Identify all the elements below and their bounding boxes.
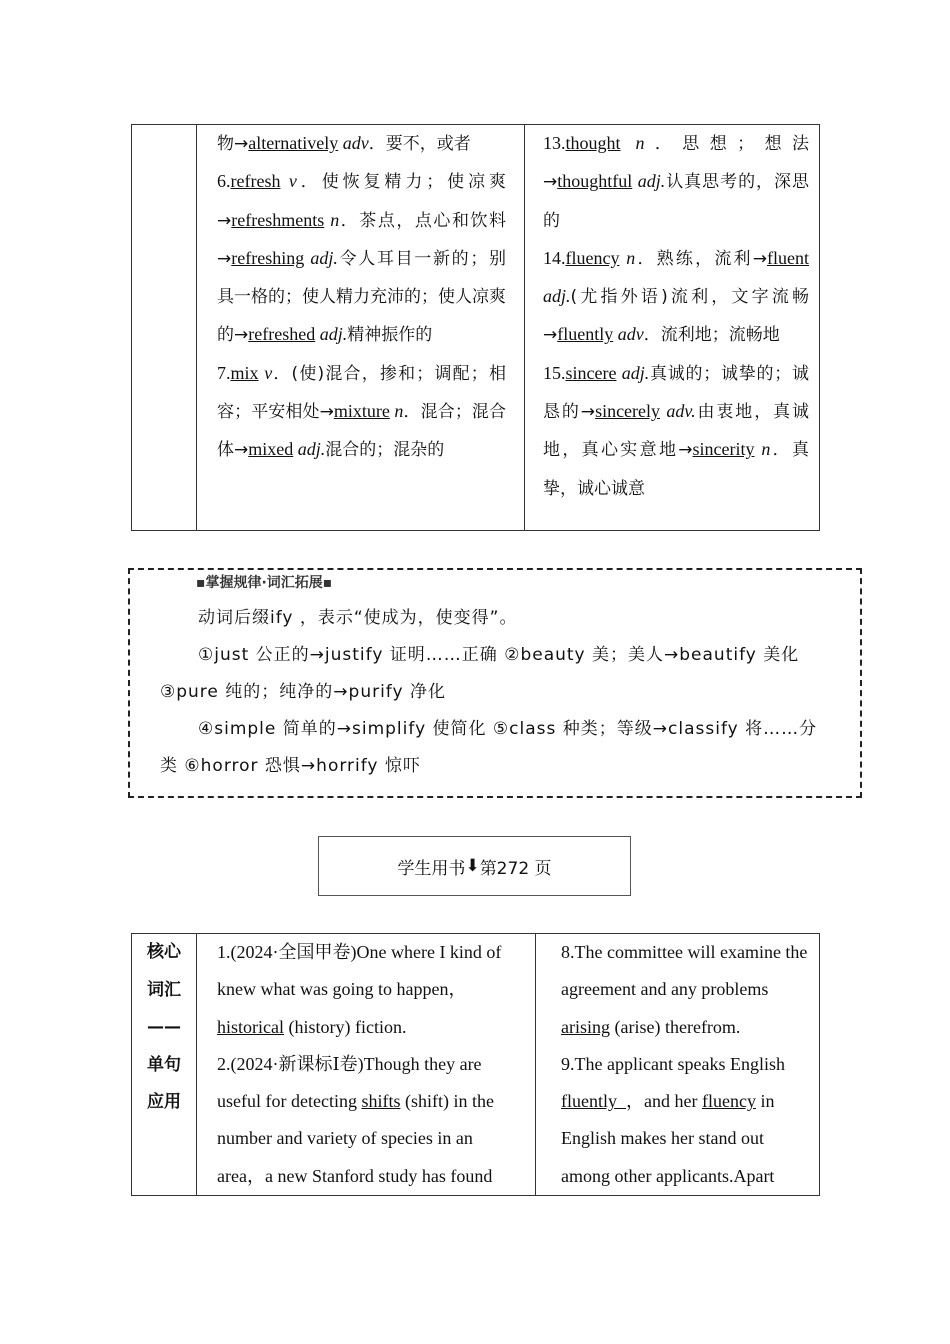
answer: arising <box>561 1016 610 1037</box>
answer: historical <box>217 1016 284 1037</box>
pos: adj. <box>543 286 571 307</box>
text: ．思想；想法→ <box>543 134 810 193</box>
word: fluent <box>767 247 810 268</box>
pos: v <box>280 171 297 192</box>
text: ．熟练，流利→ <box>635 248 768 269</box>
pos: adj. <box>304 247 338 268</box>
text: 2.(2024·新课标Ⅰ卷)Though they are useful for detecting <box>217 1053 482 1112</box>
word: sincere <box>565 362 617 383</box>
pos: adj. <box>616 362 650 383</box>
sentence-2 <box>217 1054 494 1186</box>
pos: v <box>258 362 273 383</box>
item-13 <box>543 133 809 230</box>
num: 13. <box>543 133 566 153</box>
text: in English makes her stand out among other applicants.Apart <box>561 1091 775 1186</box>
text: ．混合；混合体→ <box>217 402 507 461</box>
text: 真诚的；诚挚的；诚恳的→ <box>543 363 809 423</box>
text: 8.The committee will examine the agreement and any problems <box>561 942 808 1000</box>
word: sincerity <box>692 439 755 460</box>
word: refresh <box>230 171 281 192</box>
text: 令人耳目一新的；别具一格的；使人精力充沛的；使人凉爽的→ <box>217 248 506 346</box>
page-reference <box>318 836 631 896</box>
text: 认真思考的，深思的 <box>543 172 809 231</box>
word: thoughtful <box>557 171 633 192</box>
pos: n <box>389 401 404 422</box>
word: mix <box>230 362 259 383</box>
rule-line-4: ④simple 简单的→simplify 使简化 ⑤class 种类；等级→classify 将……分 <box>198 719 818 739</box>
word: refreshments <box>231 209 325 230</box>
text: 9.The applicant speaks English <box>561 1053 785 1074</box>
text: ．使恢复精力；使凉爽→ <box>217 172 506 231</box>
text: ．流利地；流畅地 <box>643 325 780 346</box>
text: 精神振作的 <box>347 325 433 346</box>
num: 6. <box>217 171 231 192</box>
word: alternatively <box>248 133 339 153</box>
text: 物→ <box>217 134 249 154</box>
word: refreshing <box>231 247 305 268</box>
pos: n <box>620 133 645 153</box>
word: thought <box>565 133 621 153</box>
pos: adj. <box>632 171 666 192</box>
text: 1.(2024·全国甲卷)One where I kind of knew what was going to happen， <box>217 942 502 1000</box>
sentence-1 <box>217 942 501 1037</box>
text: (尤指外语)流利，文字流畅→ <box>543 287 809 346</box>
pos: n <box>754 439 771 460</box>
sentences-left-cell <box>197 934 536 1196</box>
item-6 <box>217 171 506 344</box>
item-15 <box>543 363 809 498</box>
sentence-9 <box>561 1054 785 1186</box>
label-cell <box>132 934 197 1196</box>
answer: fluently <box>561 1091 626 1112</box>
item-14 <box>543 248 809 345</box>
pos: adj. <box>315 324 348 345</box>
pos: adv <box>338 133 369 153</box>
pos: adj. <box>293 439 326 460</box>
answer: shifts <box>361 1091 401 1112</box>
text: ，and her <box>626 1091 702 1112</box>
text: 由衷地，真诚地，真心实意地→ <box>543 402 810 461</box>
text: ．茶点，点心和饮料→ <box>217 210 507 269</box>
rule-line-1: 动词后缀ify ，表示“使成为，使变得”。 <box>198 608 518 628</box>
sentence-8 <box>561 942 807 1037</box>
num: 15. <box>543 362 566 383</box>
text: (history) fiction. <box>283 1016 407 1037</box>
pos: n <box>324 209 340 230</box>
rule-line-5: 类 ⑥horror 恐惧→horrify 惊吓 <box>160 756 421 776</box>
label-line: —— <box>147 1017 181 1037</box>
pos: n <box>619 247 636 268</box>
empty-label-cell <box>132 125 197 531</box>
text: (arise) therefrom. <box>610 1016 741 1037</box>
sentences-right-cell <box>536 934 820 1196</box>
rules-title: ▪掌握规律·词汇拓展▪ <box>196 575 333 591</box>
text: 混合的；混杂的 <box>325 440 445 461</box>
answer: fluency <box>701 1091 756 1112</box>
rule-line-2: ①just 公正的→justify 证明……正确 ②beauty 美；美人→beautify 美化 <box>198 645 800 665</box>
sentence-table <box>131 933 820 1196</box>
page-ref-label: 学生用书 <box>397 858 466 879</box>
word: refreshed <box>248 324 316 345</box>
num: 14. <box>543 247 566 268</box>
word: mixed <box>248 439 294 460</box>
vocab-right-cell <box>525 125 820 531</box>
word: sincerely <box>595 401 661 422</box>
word: mixture <box>333 401 390 422</box>
label-line: 单句 <box>147 1054 181 1075</box>
text: ．真挚，诚心诚意 <box>543 440 809 499</box>
text: ．(使)混合，掺和；调配；相容；平安相处→ <box>217 363 506 423</box>
pos: adv. <box>660 401 696 422</box>
label-line: 词汇 <box>147 979 181 1000</box>
text: ．要不，或者 <box>368 134 471 154</box>
label-line: 应用 <box>147 1092 181 1112</box>
item-7 <box>217 363 506 460</box>
down-arrow-icon: ⬇ <box>465 856 480 876</box>
word: fluently <box>557 324 614 345</box>
word: fluency <box>565 247 620 268</box>
vocab-table-top <box>131 124 820 531</box>
num: 7. <box>217 362 231 383</box>
vocab-left-cell <box>197 125 525 531</box>
label-line: 核心 <box>147 942 181 962</box>
pos: adv <box>613 324 644 345</box>
text: (shift) in the number and variety of species in an area，a new Stanford study has found <box>217 1091 494 1186</box>
page-number: 第272 页 <box>479 858 552 879</box>
rule-line-3: ③pure 纯的；纯净的→purify 净化 <box>160 682 446 702</box>
